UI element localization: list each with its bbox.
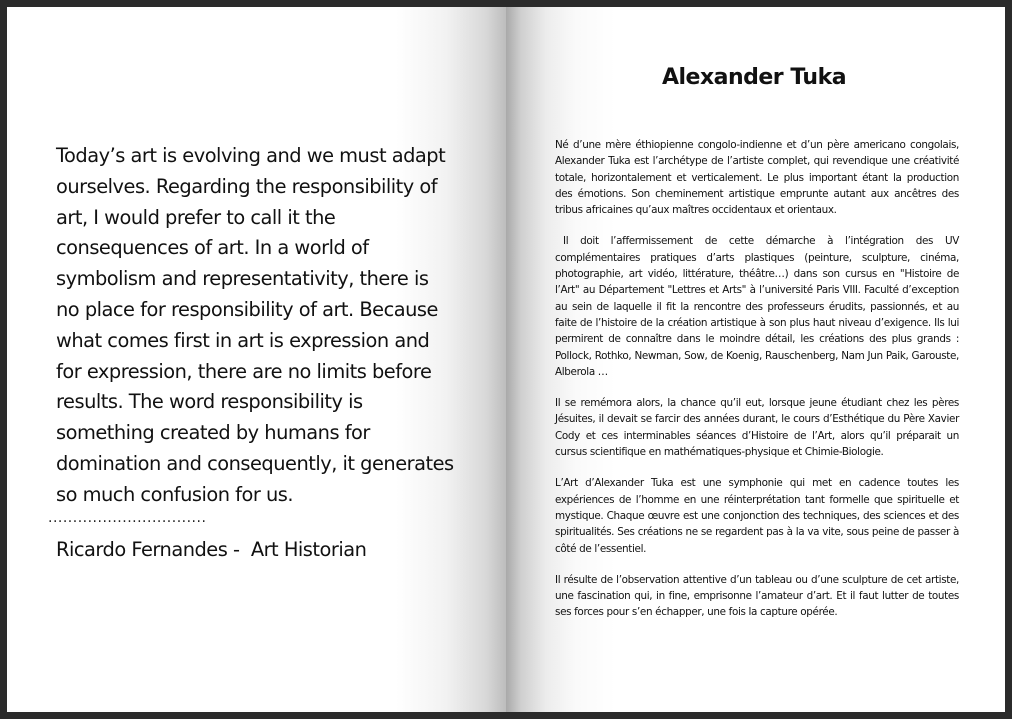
page-title: Alexander Tuka	[661, 65, 847, 90]
bio-paragraph: Il résulte de l’observation attentive d’un tableau ou d’une sculpture de cet artiste, une fascination qui, in fine, emprisonne l’amateur d’art. Et il faut lutter de toutes ses forces pour s’en échapper, une fois la capture opérée.	[555, 573, 959, 619]
biography-text	[555, 137, 959, 636]
bio-paragraph: L’Art d’Alexander Tuka est une symphonie qui met en cadence toutes les expériences de l’homme en une réinterprétation tant formelle que spirituelle et mystique. Chaque œuvre est une conjonction des techniques, des sciences et des spiritualités. Ses créations ne se regardent pas à la va vite, sous peine de passer à côté de l’essentiel.	[555, 477, 959, 555]
right-page	[506, 7, 1005, 712]
bio-paragraph: Né d’une mère éthiopienne congolo-indienne et d’un père americano congolais, Alexander Tuka est l’archétype de l’artiste complet, qui revendique une créativité totale, horizontalement et verticalement. Le plus important étant la production des émotions. Son cheminement artistique emprunte autant aux ancêtres des tribus africaines qu’aux maîtres occidentaux et orientaux.	[555, 139, 959, 217]
dotted-separator: ................................	[48, 510, 207, 526]
bio-paragraph: Il se remémora alors, la chance qu’il eut, lorsque jeune étudiant chez les pères Jésuites, il devait se farcir des années durant, le cours d’Esthétique du Père Xavier Cody et ces interminables séances d’Histoire de l’Art, alors qu’il préparait un cursus scientifique en mathématiques-physique et Chimie-Biologie.	[555, 397, 959, 459]
quote-text: Today’s art is evolving and we must adapt ourselves. Regarding the responsibility of art, I would prefer to call it the consequences of art. In a world of symbolism and representativity, there is no place for responsibility of art. Because what comes first in art is expression and for expression, there are no limits before results. The word responsibility is something created by humans for domination and consequently, it generates so much confusion for us.	[56, 144, 454, 506]
book-spread	[7, 7, 1005, 712]
quote-author: Ricardo Fernandes - Art Historian	[56, 538, 367, 561]
left-page	[7, 7, 506, 712]
bio-paragraph: Il doit l’affermissement de cette démarche à l’intégration des UV complémentaires pratiques d’arts plastiques (peinture, sculpture, cinéma, photographie, art vidéo, littérature, théâtre…) dans son cursus en "Histoire de l’Art" au Département "Lettres et Arts" à l’université Paris VIII. Faculté d’exception au sein de laquelle il fit la rencontre des professeurs érudits, passionnés, et au faite de l’histoire de la création artistique à son plus haut niveau d’exigence. Ils lui permirent de connaître dans le moindre détail, les créations des plus grands : Pollock, Rothko, Newman, Sow, de Koenig, Rauschenberg, Nam Jun Paik, Garouste, Alberola …	[555, 235, 959, 378]
